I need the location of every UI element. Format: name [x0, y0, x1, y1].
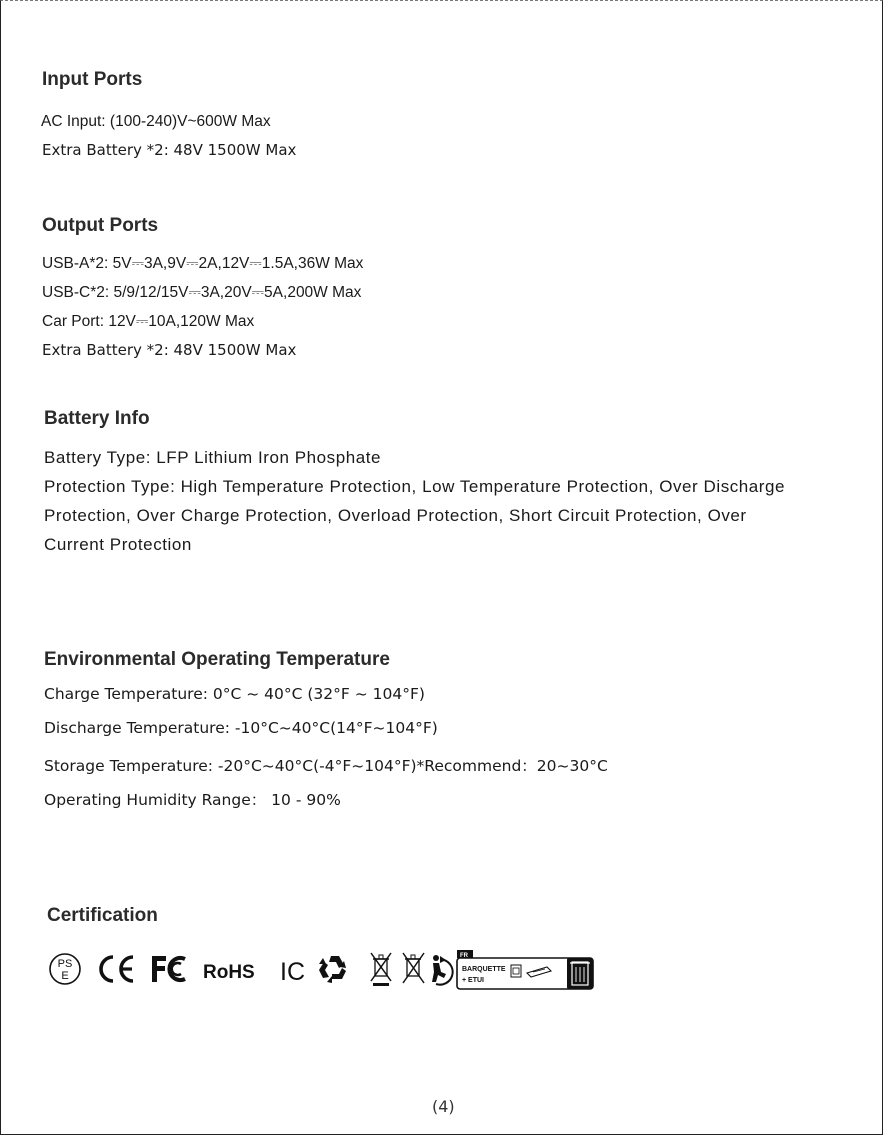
info-tri-label-icon: [457, 950, 593, 989]
recycle-icon: [319, 956, 346, 983]
rohs-mark-text: RoHS: [203, 962, 255, 983]
extra-battery-output-spec: Extra Battery *2: 48V 1500W Max: [42, 341, 297, 359]
ce-icon: [101, 957, 133, 981]
output-ports-heading: Output Ports: [42, 215, 159, 236]
pse-icon: [50, 954, 80, 984]
svg-text:E: E: [61, 970, 69, 982]
protection-type-text: Protection Type: High Temperature Protection, Low Temperature Protection, Over Discharge Protection, Over Charge Protection, Overload Protection, Short Circuit Protection, Over Current Protection: [44, 477, 786, 554]
triman-line-2: + ETUI: [462, 977, 484, 984]
battery-info-heading: Battery Info: [44, 408, 150, 429]
triman-icon: [432, 955, 453, 985]
weee-bin-icon: [403, 953, 424, 983]
battery-type-text: Battery Type: LFP Lithium Iron Phosphate: [44, 448, 381, 467]
triman-line-1: BARQUETTE: [462, 966, 506, 973]
extra-battery-input-spec: Extra Battery *2: 48V 1500W Max: [42, 141, 297, 159]
rohs-icon: [203, 962, 255, 983]
charge-temperature: Charge Temperature: 0°C ~ 40°C (32°F ~ 104°F): [44, 685, 425, 703]
fcc-icon: [152, 956, 185, 982]
discharge-temperature: Discharge Temperature: -10°C~40°C(14°F~104°F): [44, 719, 438, 737]
weee-bin-bar-icon: [371, 953, 391, 986]
ic-icon: [280, 958, 305, 986]
car-port-spec: Car Port: 12V⎓10A,120W Max: [42, 313, 255, 330]
page-number: (4): [432, 1097, 455, 1116]
ac-input-spec: AC Input: (100-240)V~600W Max: [41, 113, 271, 130]
input-ports-heading: Input Ports: [42, 69, 143, 90]
pse-mark-text-top: PS: [57, 958, 73, 970]
certification-heading: Certification: [47, 905, 158, 926]
ic-mark-text: IC: [280, 958, 305, 986]
usb-a-spec: USB-A*2: 5V⎓3A,9V⎓2A,12V⎓1.5A,36W Max: [42, 255, 364, 272]
certification-logos: [45, 945, 600, 991]
humidity-range: Operating Humidity Range： 10 - 90%: [44, 791, 341, 809]
storage-temperature: Storage Temperature: -20°C~40°C(-4°F~104°F)*Recommend：20~30°C: [44, 757, 608, 775]
environment-heading: Environmental Operating Temperature: [44, 649, 390, 670]
usb-c-spec: USB-C*2: 5/9/12/15V⎓3A,20V⎓5A,200W Max: [42, 284, 362, 301]
triman-badge-text: FR: [460, 953, 468, 959]
